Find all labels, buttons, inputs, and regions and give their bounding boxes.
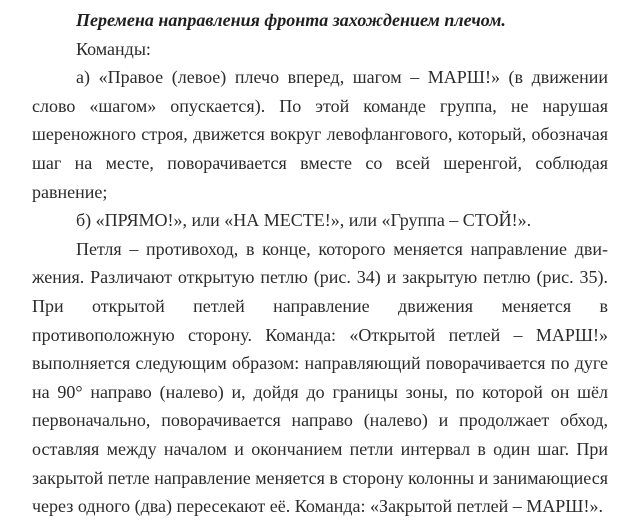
command-item-b: б) «ПРЯМО!», или «НА МЕСТЕ!», или «Группа – СТОЙ!».	[76, 210, 532, 231]
section-heading: Перемена направления фронта захождением плечом.	[76, 10, 506, 30]
commands-label: Команды:	[76, 38, 151, 59]
loop-description-paragraph: Петля – противоход, в конце, которого меняется направление движения. Различают открытую петлю (рис. 34) и закрытую петлю (рис. 35). При открытой петлей направление движения меняется в противоположную сторону. Команда: «Открытой петлей – МАРШ!» выполняется следующим образом: направляющий поворачивается по дуге на 90° направо (налево) и, дойдя до границы зоны, по которой он шёл первоначально, поворачивается направо (налево) и продолжает обход, оставляя между началом и окончанием петли интервал в один шаг. При закрытой петле направление меняется в сторону колонны и занимающиеся через одного (два) пересекают её. Команда: «Закрытой петлей – МАРШ!».	[32, 238, 608, 517]
command-item-a: а) «Правое (левое) плечо вперед, шагом – МАРШ!» (в движении слово «шагом» опускается). По этой команде группа, не нарушая шереножного строя, движется вокруг левофлангового, который, обозначая шаг на месте, поворачивается вместе со всей шеренгой, соблюдая равнение;	[32, 67, 608, 202]
